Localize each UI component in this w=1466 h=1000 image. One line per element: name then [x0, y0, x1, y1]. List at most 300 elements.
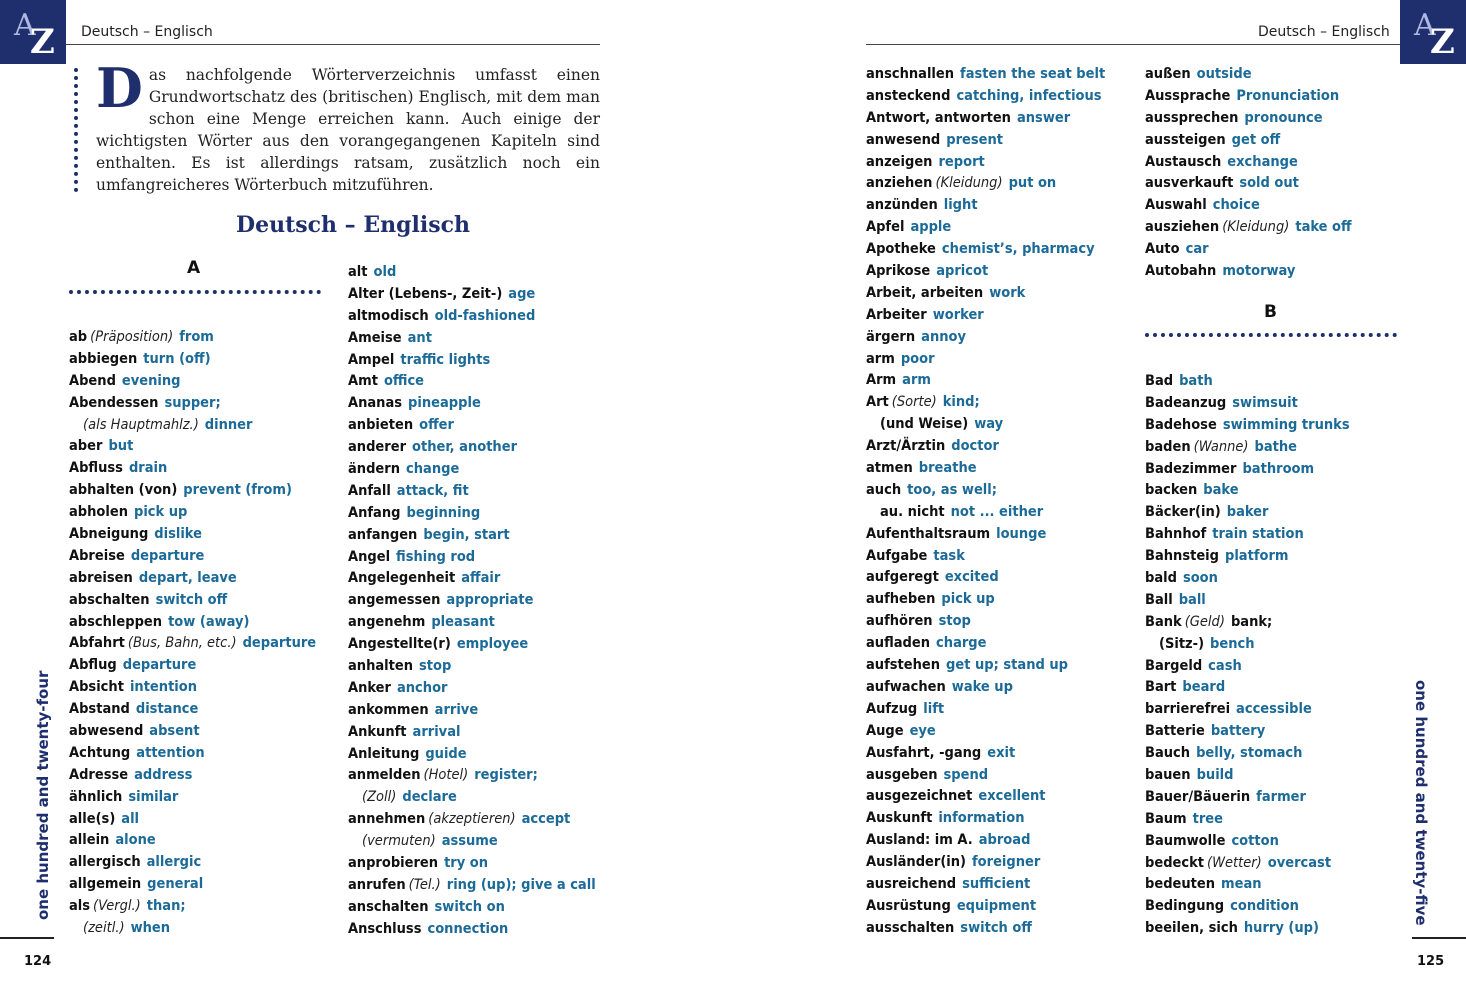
dictionary-entry [1145, 393, 1350, 415]
headword: Art [866, 394, 889, 411]
dictionary-entry [69, 546, 316, 568]
headword: ausgeben [866, 766, 938, 783]
dictionary-entry [348, 525, 596, 547]
headword: ankommen [348, 701, 429, 718]
dictionary-entry [348, 306, 596, 328]
dictionary-entry [348, 634, 596, 656]
headword: anmelden [348, 767, 421, 784]
headword: angenehm [348, 614, 426, 631]
headword: barrierefrei [1145, 701, 1231, 718]
translation: too, as well; [907, 481, 997, 498]
translation: depart, leave [138, 569, 237, 586]
translation: put on [1008, 175, 1057, 192]
letter-a-divider [69, 290, 321, 294]
dictionary-entry [348, 503, 596, 525]
headword: Abendessen [69, 394, 159, 411]
dictionary-entry [348, 481, 596, 503]
headword: Ampel [348, 351, 395, 368]
headword: ausgezeichnet [866, 788, 973, 805]
usage-note: (Wanne) [1193, 438, 1249, 455]
headword: Alter (Lebens-, Zeit-) [348, 285, 503, 302]
headword: abbiegen [69, 350, 138, 367]
translation: turn (off) [143, 350, 211, 367]
translation: take off [1295, 219, 1352, 236]
headword: arm [866, 350, 895, 367]
headword: abwesend [69, 723, 144, 740]
headword: atmen [866, 460, 913, 477]
headword: Ausland: im A. [866, 832, 973, 849]
logo-letter-a: A [1414, 8, 1436, 43]
translation: get up; stand up [946, 657, 1068, 674]
translation: change [406, 461, 460, 478]
headword: annehmen [348, 811, 426, 828]
intro-dropcap: D [96, 56, 143, 120]
translation: pick up [941, 591, 995, 608]
dictionary-entry [69, 830, 316, 852]
logo-letter-z: Z [1430, 22, 1455, 62]
translation: but [108, 438, 134, 455]
logo-letter-a: A [14, 8, 36, 43]
translation: address [134, 766, 193, 783]
dictionary-entry [348, 875, 596, 897]
translation: pineapple [408, 395, 481, 412]
headword: Baum [1145, 810, 1187, 827]
translation: choice [1212, 197, 1260, 214]
translation: bathe [1254, 438, 1298, 455]
headword: anzünden [866, 197, 938, 214]
headword: Batterie [1145, 723, 1205, 740]
headword: Anleitung [348, 745, 420, 762]
translation: switch off [960, 919, 1032, 936]
dictionary-entry [1145, 459, 1350, 481]
dictionary-entry [866, 217, 1105, 239]
dictionary-entry [69, 327, 316, 349]
logo-letter-z: Z [30, 22, 55, 62]
headword: Bäcker(in) [1145, 504, 1221, 521]
headword: aufgeregt [866, 569, 939, 586]
dictionary-entry [69, 393, 316, 415]
translation: cash [1208, 657, 1242, 674]
translation: switch on [434, 898, 505, 915]
translation: declare [402, 789, 457, 806]
headword: Apfel [866, 219, 905, 236]
dictionary-entry [1145, 568, 1350, 590]
usage-note: (vermuten) [362, 833, 436, 850]
headword: Bank [1145, 613, 1182, 630]
dictionary-entry [69, 633, 316, 655]
dictionary-entry [348, 415, 596, 437]
translation: when [130, 920, 171, 937]
translation: pleasant [431, 614, 495, 631]
headword: Aufzug [866, 700, 918, 717]
dictionary-entry [348, 284, 596, 306]
headword: Auskunft [866, 810, 933, 827]
dictionary-entry [866, 173, 1105, 195]
dictionary-entry [348, 350, 596, 372]
dictionary-entry [348, 393, 596, 415]
headword: Ball [1145, 591, 1173, 608]
dictionary-entry [1145, 546, 1350, 568]
headword: bauen [1145, 767, 1191, 784]
headword: Auswahl [1145, 197, 1207, 214]
translation: chemist’s, pharmacy [941, 241, 1095, 258]
headword: Anfall [348, 482, 391, 499]
headword: aufheben [866, 591, 936, 608]
page-number-left: 124 [24, 954, 52, 969]
translation: pick up [134, 504, 188, 521]
headword: außen [1145, 66, 1191, 82]
running-head-left: Deutsch – Englisch [81, 24, 213, 40]
translation: switch off [155, 591, 228, 608]
headword: ansteckend [866, 87, 951, 104]
translation: sold out [1239, 175, 1299, 192]
headword: Ausländer(in) [866, 854, 967, 871]
headword: Aprikose [866, 263, 931, 280]
dictionary-entry [866, 743, 1105, 765]
translation: car [1185, 241, 1209, 258]
page-number-right: 125 [1417, 954, 1445, 969]
translation: platform [1224, 548, 1289, 565]
intro-text: as nachfolgende Wörterverzeichnis umfasst einen Grundwortschatz des (britischen) Englisch, mit dem man schon eine Menge erreichen kann. Auch einige der wichtigsten Wörter aus den vorangegangenen Kapiteln sind enthalten. Es ist allerdings ratsam, zusätzlich noch ein umfangreicheres Wörterbuch mitzuführen. [96, 66, 600, 194]
translation: drain [128, 460, 168, 477]
dictionary-entry [348, 744, 596, 766]
translation: excellent [978, 788, 1046, 805]
translation: belly, stomach [1196, 745, 1303, 762]
translation: supper; [164, 394, 221, 411]
translation: present [946, 131, 1004, 148]
translation: traffic lights [400, 351, 491, 368]
dictionary-entry [348, 853, 596, 875]
translation: farmer [1256, 788, 1306, 805]
translation: exit [987, 744, 1016, 761]
headword: Baumwolle [1145, 832, 1226, 849]
translation: breathe [918, 460, 977, 477]
page-number-words-left: one hundred and twenty-four [34, 670, 52, 920]
headword: anwesend [866, 131, 941, 148]
translation: dinner [204, 416, 253, 433]
headword: aber [69, 438, 103, 455]
headword: Abfahrt [69, 635, 125, 652]
translation: guide [425, 745, 467, 762]
dictionary-entry [866, 721, 1105, 743]
headword: aufwachen [866, 678, 946, 695]
usage-note: (Bus, Bahn, etc.) [127, 635, 237, 652]
header-rule-left [66, 44, 600, 45]
translation: answer [1016, 109, 1071, 126]
usage-note: (Kleidung) [935, 175, 1003, 192]
dictionary-entry [866, 502, 1105, 524]
dictionary-entry [1145, 721, 1350, 743]
translation: apple [910, 219, 952, 236]
headword: Bargeld [1145, 657, 1203, 674]
translation: general [147, 876, 204, 893]
usage-note: (als Hauptmahlz.) [83, 416, 199, 433]
dictionary-entry [866, 392, 1105, 414]
headword: Bauch [1145, 745, 1191, 762]
headword: Autobahn [1145, 263, 1217, 280]
headword: allgemein [69, 876, 142, 893]
az-logo-left [0, 0, 66, 64]
translation: departure [122, 657, 197, 674]
translation: soon [1182, 570, 1218, 587]
translation: appropriate [446, 592, 534, 609]
letter-heading-a: A [187, 258, 201, 278]
dictionary-entry [1145, 64, 1352, 86]
headword: ab [69, 329, 88, 345]
translation: train station [1212, 526, 1304, 543]
headword: bedeckt [1145, 854, 1205, 871]
translation: motorway [1222, 263, 1296, 280]
usage-note: (Hotel) [423, 767, 469, 784]
dictionary-entry [69, 371, 316, 393]
dictionary-entry [866, 239, 1105, 261]
dictionary-entry [69, 524, 316, 546]
translation: annoy [921, 328, 967, 345]
translation: catching, infectious [956, 87, 1102, 104]
dictionary-entry [866, 458, 1105, 480]
dictionary-entry [866, 86, 1105, 108]
headword: Abend [69, 372, 116, 389]
dictionary-entry [866, 414, 1105, 436]
usage-note: (Geld) [1184, 613, 1225, 630]
az-logo-right [1400, 0, 1466, 64]
headword: abreisen [69, 569, 133, 586]
translation: offer [419, 417, 454, 434]
translation: battery [1210, 723, 1266, 740]
headword: anrufen [348, 876, 406, 893]
headword: abhalten (von) [69, 482, 178, 499]
dictionary-entry [69, 787, 316, 809]
usage-note: (akzeptieren) [428, 811, 516, 828]
dictionary-entry [1145, 108, 1352, 130]
headword: anschalten [348, 898, 429, 915]
translation: overcast [1267, 854, 1332, 871]
headword: baden [1145, 438, 1191, 455]
dictionary-entry [69, 743, 316, 765]
translation: lift [923, 700, 945, 717]
dictionary-entry [348, 919, 596, 941]
translation: accessible [1236, 701, 1312, 718]
dictionary-entry [69, 765, 316, 787]
dictionary-entry [866, 896, 1105, 918]
dictionary-entry [1145, 896, 1350, 918]
dictionary-entry [348, 262, 596, 284]
dictionary-entry [1145, 217, 1352, 239]
dictionary-entry [866, 655, 1105, 677]
translation: build [1196, 767, 1234, 784]
dictionary-entry [348, 612, 596, 634]
translation: mean [1221, 876, 1262, 893]
dictionary-entry [69, 655, 316, 677]
page-number-rule-right [1412, 937, 1466, 939]
translation: attack, fit [396, 482, 469, 499]
translation: way [974, 416, 1004, 433]
headword: Apotheke [866, 241, 936, 258]
translation: all [121, 810, 140, 827]
dictionary-entry [69, 721, 316, 743]
usage-note: (Kleidung) [1222, 219, 1290, 236]
headword: angemessen [348, 592, 441, 609]
headword: abholen [69, 504, 128, 521]
headword: Bauer/Bäuerin [1145, 788, 1251, 805]
dictionary-entry [866, 305, 1105, 327]
translation: apricot [936, 263, 989, 280]
translation: information [938, 810, 1025, 827]
dictionary-entry [1145, 130, 1352, 152]
headword: Arm [866, 372, 897, 389]
translation: poor [900, 350, 935, 367]
headword: aussteigen [1145, 131, 1226, 148]
translation: cotton [1231, 832, 1279, 849]
headword: anziehen [866, 175, 933, 192]
dictionary-entry [866, 852, 1105, 874]
translation: equipment [956, 897, 1037, 914]
dictionary-entry [69, 349, 316, 371]
headword: Ausfahrt, -gang [866, 744, 982, 761]
intro-paragraph [96, 56, 600, 196]
dictionary-entry [69, 699, 316, 721]
dictionary-entry [69, 458, 316, 480]
dictionary-entry [866, 699, 1105, 721]
dictionary-entry [1145, 918, 1350, 940]
dictionary-entry [69, 502, 316, 524]
translation: exchange [1227, 153, 1298, 170]
translation: get off [1231, 131, 1281, 148]
translation: intention [129, 679, 198, 696]
headword: Achtung [69, 744, 131, 761]
headword: auch [866, 481, 902, 498]
headword: ausreichend [866, 875, 957, 892]
translation: age [508, 285, 536, 302]
headword: (Sitz-) [1159, 635, 1205, 652]
dictionary-entry [348, 831, 596, 853]
headword: Angelegenheit [348, 570, 456, 587]
translation: foreigner [972, 854, 1041, 871]
headword: Angestellte(r) [348, 636, 451, 653]
headword: ändern [348, 461, 401, 478]
dictionary-column-2 [348, 262, 596, 941]
translation: work [989, 284, 1026, 301]
translation: stop [938, 613, 971, 630]
headword: bedeuten [1145, 876, 1216, 893]
usage-note: (Tel.) [408, 876, 441, 893]
headword: Badeanzug [1145, 394, 1227, 411]
dictionary-entry [348, 765, 596, 787]
headword: Bahnsteig [1145, 548, 1219, 565]
headword: Abneigung [69, 526, 149, 543]
dictionary-entry [348, 897, 596, 919]
headword: Bad [1145, 373, 1174, 389]
dictionary-entry [1145, 173, 1352, 195]
translation: attention [136, 744, 205, 761]
translation: bank; [1230, 613, 1273, 630]
headword: Badezimmer [1145, 460, 1237, 477]
translation: abroad [978, 832, 1031, 849]
dictionary-entry [866, 195, 1105, 217]
dictionary-entry [69, 480, 316, 502]
dictionary-entry [1145, 152, 1352, 174]
translation: worker [932, 306, 984, 323]
headword: Aufgabe [866, 547, 928, 564]
dictionary-entry [69, 809, 316, 831]
headword: abschalten [69, 591, 150, 608]
headword: Badehose [1145, 416, 1217, 433]
translation: beginning [406, 504, 481, 521]
translation: bath [1179, 373, 1213, 389]
dictionary-entry [866, 152, 1105, 174]
usage-note: (Sorte) [891, 394, 937, 411]
dictionary-entry [866, 589, 1105, 611]
usage-note: (zeitl.) [83, 920, 125, 937]
translation: ant [407, 329, 432, 346]
translation: absent [149, 723, 200, 740]
dictionary-entry [69, 590, 316, 612]
translation: swimsuit [1232, 394, 1298, 411]
headword: allergisch [69, 854, 141, 871]
dictionary-entry [866, 283, 1105, 305]
translation: bathroom [1242, 460, 1315, 477]
dictionary-entry [1145, 239, 1352, 261]
headword: bald [1145, 570, 1177, 587]
headword: Auge [866, 722, 904, 739]
dictionary-entry [348, 722, 596, 744]
translation: begin, start [423, 526, 510, 543]
translation: doctor [951, 438, 999, 455]
dictionary-entry [1145, 415, 1350, 437]
translation: departure [242, 635, 317, 652]
dictionary-entry [866, 327, 1105, 349]
translation: arm [902, 372, 931, 389]
translation: stop [419, 658, 452, 675]
translation: employee [456, 636, 529, 653]
dictionary-column-4-b [1145, 371, 1350, 940]
translation: bake [1203, 482, 1239, 499]
dictionary-entry [1145, 831, 1350, 853]
letter-heading-b: B [1264, 302, 1277, 322]
headword: anbieten [348, 417, 414, 434]
translation: excited [944, 569, 999, 586]
headword: alt [348, 264, 368, 280]
dictionary-entry [1145, 524, 1350, 546]
translation: hurry (up) [1243, 920, 1319, 937]
headword: Angel [348, 548, 391, 565]
headword: Aussprache [1145, 87, 1231, 104]
dictionary-entry [348, 809, 596, 831]
headword: aussprechen [1145, 109, 1239, 126]
translation: old [373, 264, 397, 280]
translation: dislike [154, 526, 202, 543]
headword: Abflug [69, 657, 117, 674]
headword: (und Weise) [880, 416, 969, 433]
dictionary-entry [866, 546, 1105, 568]
headword: Arzt/Ärztin [866, 438, 946, 455]
dictionary-entry [69, 852, 316, 874]
translation: ball [1178, 591, 1206, 608]
dictionary-entry [1145, 787, 1350, 809]
translation: try on [444, 855, 489, 872]
dictionary-entry [348, 568, 596, 590]
dictionary-entry [69, 415, 316, 437]
translation: report [938, 153, 985, 170]
dictionary-entry [866, 786, 1105, 808]
translation: task [933, 547, 965, 564]
headword: Ananas [348, 395, 403, 412]
translation: beard [1182, 679, 1226, 696]
headword: anschnallen [866, 66, 955, 82]
dictionary-entry [866, 130, 1105, 152]
translation: departure [130, 547, 205, 564]
dictionary-entry [1145, 809, 1350, 831]
